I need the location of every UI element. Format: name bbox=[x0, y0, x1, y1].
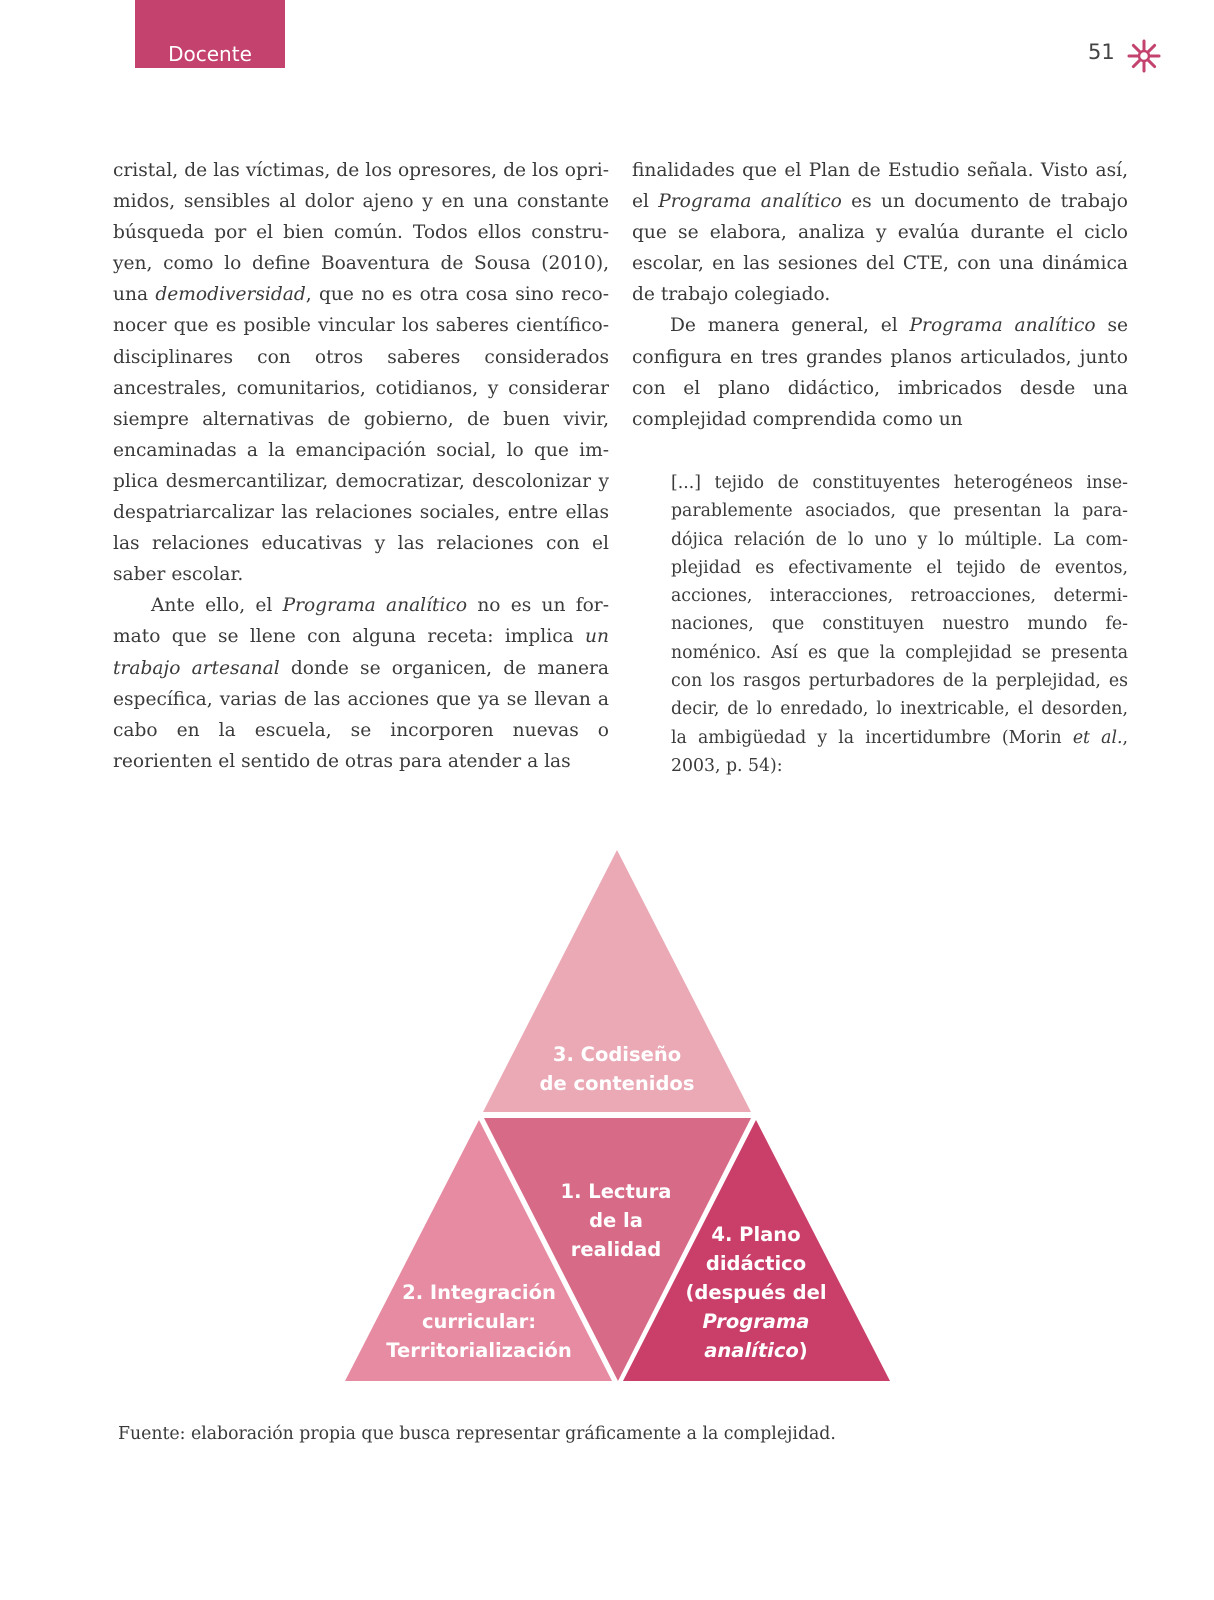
page-number: 51 bbox=[1088, 40, 1115, 64]
right-paragraph-1: finalidades que el Plan de Estudio señala. Visto así, el Programa analítico es un documento de trabajo que se elabora, analiza y evalúa durante el ciclo escolar, en las sesiones del CTE, con una dinámica de trabajo colegiado. bbox=[632, 160, 1128, 306]
complexity-triangle-diagram bbox=[345, 850, 905, 1400]
label-codiseno: 3. Codiseño de contenidos bbox=[539, 1043, 695, 1095]
asterisk-flower-icon bbox=[1126, 38, 1162, 74]
left-column bbox=[113, 155, 609, 777]
right-paragraph-2: De manera general, el Programa analítico se configura en tres grandes planos articulados, junto con el plano didáctico, imbricados desde una complejidad comprendida como un bbox=[632, 315, 1128, 430]
left-paragraph-2: Ante ello, el Programa analítico no es un formato que se llene con alguna receta: implica un trabajo artesanal donde se organicen, de manera específica, varias de las acciones que ya se llevan a cabo en la escuela, se incorporen nuevas o reorienten el sentido de otras para atender a las bbox=[113, 595, 609, 772]
figure-caption: Fuente: elaboración propia que busca representar gráficamente a la complejidad. bbox=[118, 1424, 836, 1444]
label-lectura: 1. Lectura de la realidad bbox=[560, 1180, 672, 1261]
right-column bbox=[632, 155, 1128, 435]
section-tab-label: Docente bbox=[168, 42, 252, 66]
section-tab bbox=[135, 0, 285, 68]
label-integracion: 2. Integración curricular: Territorialización bbox=[386, 1281, 572, 1362]
label-plano: 4. Plano didáctico (después del Programa analítico) bbox=[685, 1223, 827, 1362]
block-quote: [...] tejido de constituyentes heterogéneos inseparablemente asociados, que presentan la paradójica relación de lo uno y lo múltiple. La complejidad es efectivamente el tejido de eventos, acciones, interacciones, retroacciones, determinaciones, que constituyen nuestro mundo fenoménico. Así es que la complejidad se presenta con los rasgos perturbadores de la perplejidad, es decir, de lo enredado, lo inextricable, el desorden, la ambigüedad y la incertidumbre (Morin et al., 2003, p. 54): bbox=[671, 473, 1128, 776]
left-paragraph-1: cristal, de las víctimas, de los opresores, de los oprimidos, sensibles al dolor ajeno y en una constante búsqueda por el bien común. Todos ellos construyen, como lo define Boaventura de Sousa (2010), una demodiversidad, que no es otra cosa sino reconocer que es posible vincular los saberes científico-disciplinares con otros saberes considerados ancestrales, comunitarios, cotidianos, y considerar siempre alternativas de gobierno, de buen vivir, encaminadas a la emancipación social, lo que implica desmercantilizar, democratizar, descolonizar y despatriarcalizar las relaciones sociales, entre ellas las relaciones educativas y las relaciones con el saber escolar. bbox=[113, 160, 609, 586]
